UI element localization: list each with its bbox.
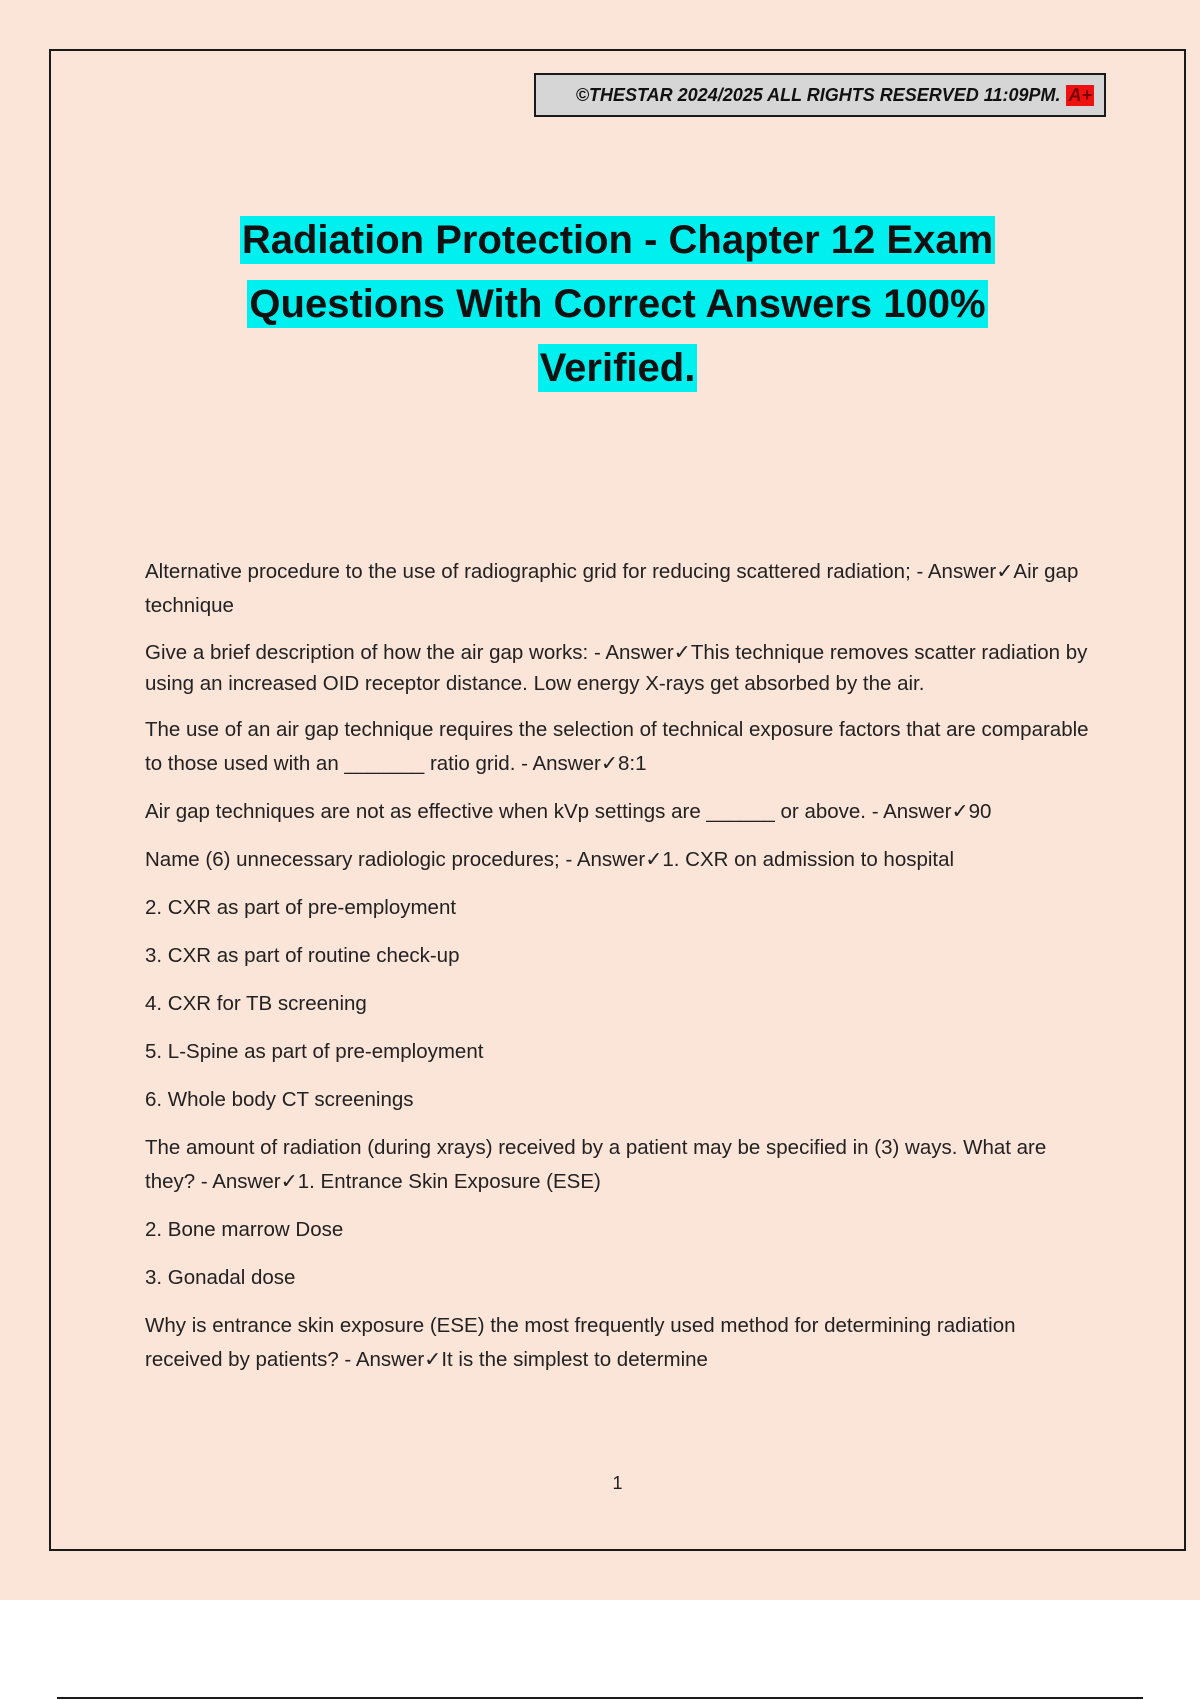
qa-paragraph: Air gap techniques are not as effective when kVp settings are ______ or above. - Answer✓90 <box>145 800 992 823</box>
qa-paragraph: Name (6) unnecessary radiologic procedures; - Answer✓1. CXR on admission to hospital <box>145 848 955 871</box>
question-list <box>145 555 1090 1391</box>
title-line-2: Questions With Correct Answers 100% <box>249 282 986 326</box>
qa-paragraph: The use of an air gap technique requires the selection of technical exposure factors that are comparable to those used with an _______ ratio grid. - Answer✓8:1 <box>145 718 1089 775</box>
list-item: 6. Whole body CT screenings <box>145 1088 414 1111</box>
list-item: 3. Gonadal dose <box>145 1266 296 1289</box>
qa-paragraph: The amount of radiation (during xrays) received by a patient may be specified in (3) ways. What are they? - Answer✓1. Entrance Skin Exposure (ESE) <box>145 1136 1047 1193</box>
list-item: 5. L-Spine as part of pre-employment <box>145 1040 484 1063</box>
title-line-3: Verified. <box>539 346 696 390</box>
qa-paragraph: Why is entrance skin exposure (ESE) the most frequently used method for determining radiation received by patients? - Answer✓It is the simplest to determine <box>145 1314 1016 1371</box>
title-line-1: Radiation Protection - Chapter 12 Exam <box>241 218 994 262</box>
bottom-divider <box>57 1697 1143 1699</box>
qa-paragraph: Give a brief description of how the air gap works: - Answer✓This technique removes scatter radiation by using an increased OID receptor distance. Low energy X-rays get absorbed by the air. <box>145 641 1088 695</box>
qa-paragraph: Alternative procedure to the use of radiographic grid for reducing scattered radiation; - Answer✓Air gap technique <box>145 560 1079 617</box>
page-number: 1 <box>612 1473 623 1493</box>
grade-badge: A+ <box>1068 84 1092 105</box>
list-item: 2. CXR as part of pre-employment <box>145 896 457 919</box>
list-item: 3. CXR as part of routine check-up <box>145 944 460 967</box>
document-title <box>140 208 1095 400</box>
list-item: 4. CXR for TB screening <box>145 992 367 1015</box>
copyright-text: ©THESTAR 2024/2025 ALL RIGHTS RESERVED 11:09PM. <box>575 84 1061 105</box>
list-item: 2. Bone marrow Dose <box>145 1218 344 1241</box>
copyright-header <box>534 73 1106 117</box>
